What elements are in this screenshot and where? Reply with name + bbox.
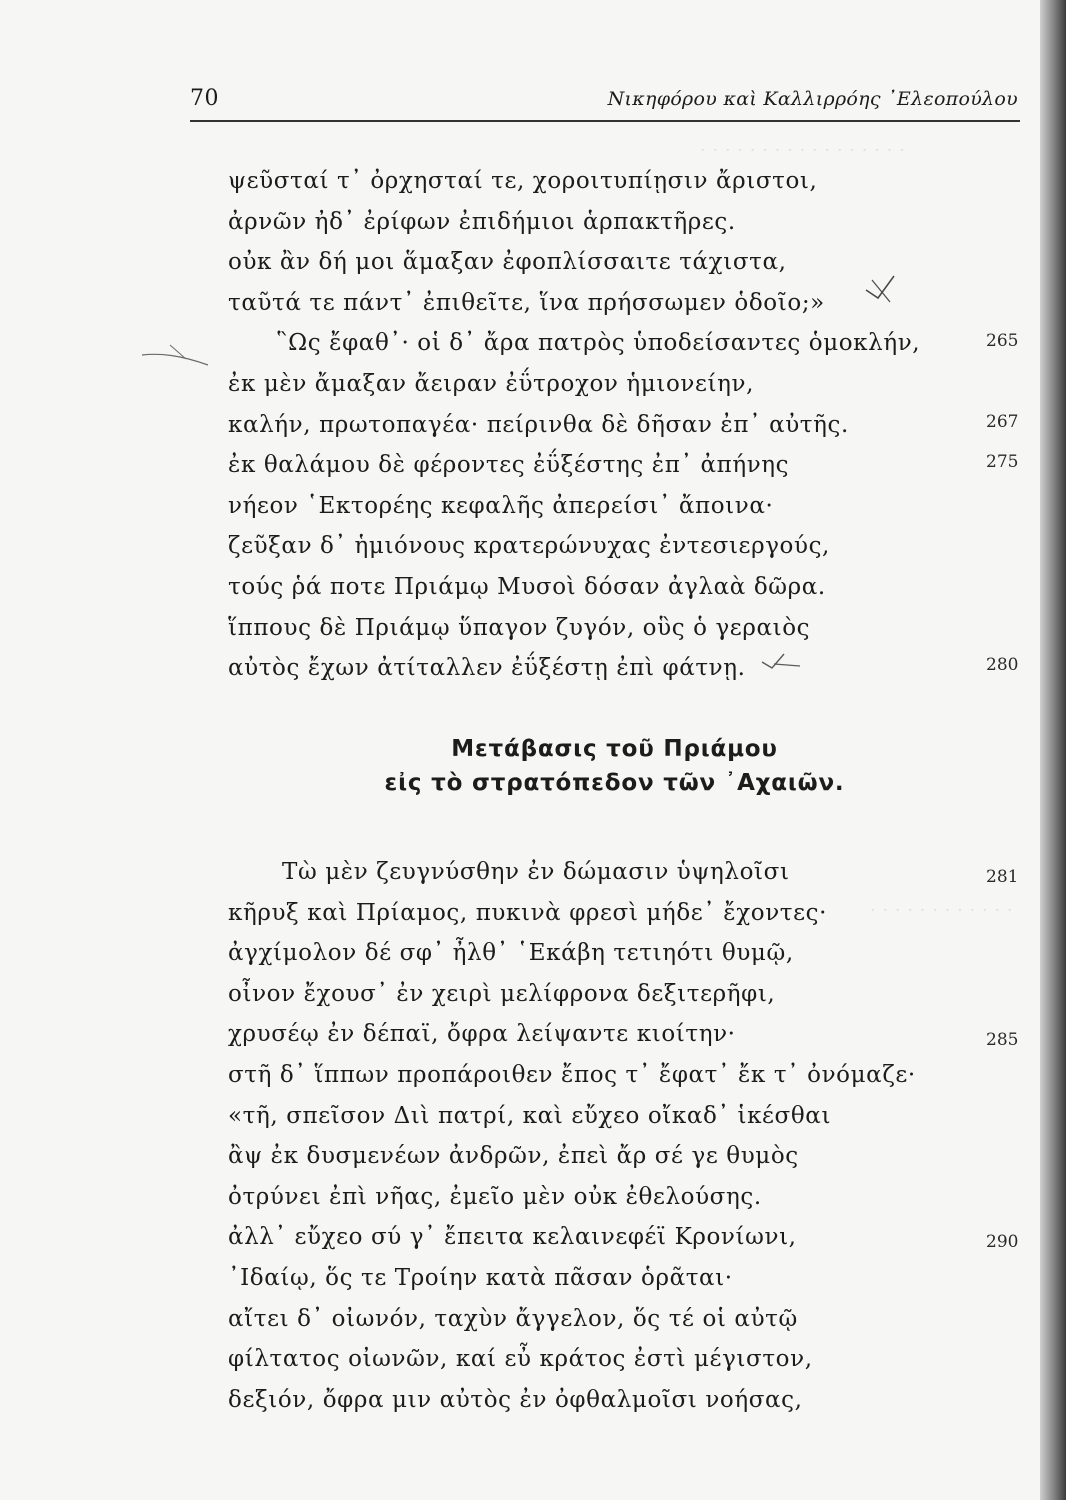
verse-line: οἶνον ἔχουσ᾿ ἐν χειρὶ μελίφρονα δεξιτερῆφι,	[228, 980, 776, 1007]
page-header	[190, 86, 1020, 120]
verse-line: Τὼ μὲν ζευγνύσθην ἐν δώμασιν ὑψηλοῖσι	[282, 859, 790, 885]
page-gutter-shadow	[1040, 0, 1066, 1500]
verse-line: οὐκ ἂν δή μοι ἅμαξαν ἐφοπλίσσαιτε τάχιστα,	[228, 249, 787, 276]
verse-line: ἀγχίμολον δέ σφ᾿ ἦλθ᾿ ῾Εκάβη τετιηότι θυμῷ,	[228, 940, 794, 967]
verse-line: νήεον ῾Εκτορέης κεφαλῆς ἀπερείσι᾿ ἄποινα·	[228, 492, 774, 519]
header-rule	[190, 120, 1020, 122]
verse-line: καλήν, πρωτοπαγέα· πείρινθα δὲ δῆσαν ἐπ᾿ αὐτῆς.	[228, 411, 849, 438]
verse-line: ῝Ως ἔφαθ᾿· οἱ δ᾿ ἄρα πατρὸς ὑποδείσαντες ὁμοκλήν,	[276, 330, 921, 357]
verse-line: στῆ δ᾿ ἵππων προπάροιθεν ἔπος τ᾿ ἔφατ᾿ ἔκ τ᾿ ὀνόμαζε·	[228, 1061, 916, 1088]
line-number: 280	[986, 655, 1019, 675]
verse-line: ἀρνῶν ἠδ᾿ ἐρίφων ἐπιδήμιοι ἁρπακτῆρες.	[228, 208, 736, 235]
section-heading	[228, 732, 1001, 800]
verse-line: φίλτατος οἰωνῶν, καί εὖ κράτος ἐστὶ μέγιστον,	[228, 1346, 813, 1373]
line-number: 285	[986, 1030, 1019, 1050]
verse-line: αὐτὸς ἔχων ἀτίταλλεν ἐΰξέστῃ ἐπὶ φάτνῃ.	[228, 655, 746, 682]
verse-line: ᾿Ιδαίῳ, ὅς τε Τροίην κατὰ πᾶσαν ὁρᾶται·	[228, 1264, 733, 1291]
verse-line: ζεῦξαν δ᾿ ἡμιόνους κρατερώνυχας ἐντεσιεργούς,	[228, 533, 830, 560]
line-number: 290	[986, 1232, 1019, 1252]
verse-stanza-1	[228, 161, 920, 689]
verse-line: τούς ῥά ποτε Πριάμῳ Μυσοὶ δόσαν ἀγλαὰ δῶρα.	[228, 573, 826, 600]
verse-line: ἵππους δὲ Πριάμῳ ὕπαγον ζυγόν, οὓς ὁ γεραιὸς	[228, 614, 811, 641]
pencil-mark-icon	[140, 335, 210, 375]
section-heading-line: Μετάβασις τοῦ Πριάμου	[451, 736, 778, 762]
show-through-text: · · · · · · · · · · · ·	[870, 900, 1014, 921]
verse-line: ὀτρύνει ἐπὶ νῆας, ἐμεῖο μὲν οὐκ ἐθελούσης.	[228, 1183, 762, 1210]
section-heading-line: εἰς τὸ στρατόπεδον τῶν ᾿Αχαιῶν.	[384, 770, 845, 796]
line-number: 265	[986, 331, 1019, 351]
verse-line: ταῦτά τε πάντ᾿ ἐπιθεῖτε, ἵνα πρήσσωμεν ὁδοῖο;»	[228, 289, 825, 316]
line-number: 275	[986, 452, 1019, 472]
verse-stanza-2	[228, 852, 916, 1420]
line-number: 281	[986, 867, 1019, 887]
verse-line: ἐκ θαλάμου δὲ φέροντες ἐΰξέστης ἐπ᾿ ἀπήνης	[228, 452, 790, 479]
verse-line: ἂψ ἐκ δυσμενέων ἀνδρῶν, ἐπεὶ ἄρ σέ γε θυμὸς	[228, 1143, 799, 1170]
verse-line: κῆρυξ καὶ Πρίαμος, πυκινὰ φρεσὶ μήδε᾿ ἔχοντες·	[228, 899, 828, 926]
running-head: Νικηφόρου καὶ Καλλιρρόης ᾿Ελεοπούλου	[607, 88, 1018, 110]
verse-line: δεξιόν, ὄφρα μιν αὐτὸς ἐν ὀφθαλμοῖσι νοήσας,	[228, 1386, 803, 1413]
verse-line: χρυσέῳ ἐν δέπαϊ, ὄφρα λείψαντε κιοίτην·	[228, 1021, 736, 1048]
verse-line: «τῆ, σπεῖσον Διὶ πατρί, καὶ εὔχεο οἴκαδ᾿ ἱκέσθαι	[228, 1102, 832, 1129]
verse-line: ἀλλ᾿ εὔχεο σύ γ᾿ ἔπειτα κελαινεφέϊ Κρονίωνι,	[228, 1224, 797, 1251]
page-number: 70	[190, 86, 219, 111]
verse-line: ψεῦσταί τ᾿ ὀρχησταί τε, χοροιτυπίῃσιν ἄριστοι,	[228, 168, 818, 194]
line-number: 267	[986, 412, 1019, 432]
verse-line: αἴτει δ᾿ οἰωνόν, ταχὺν ἄγγελον, ὅς τέ οἱ αὐτῷ	[228, 1305, 798, 1332]
verse-line: ἐκ μὲν ἄμαξαν ἄειραν ἐΰτροχον ἡμιονείην,	[228, 370, 755, 397]
show-through-text: · · · · · · · · · · · · · · · · ·	[700, 140, 906, 161]
